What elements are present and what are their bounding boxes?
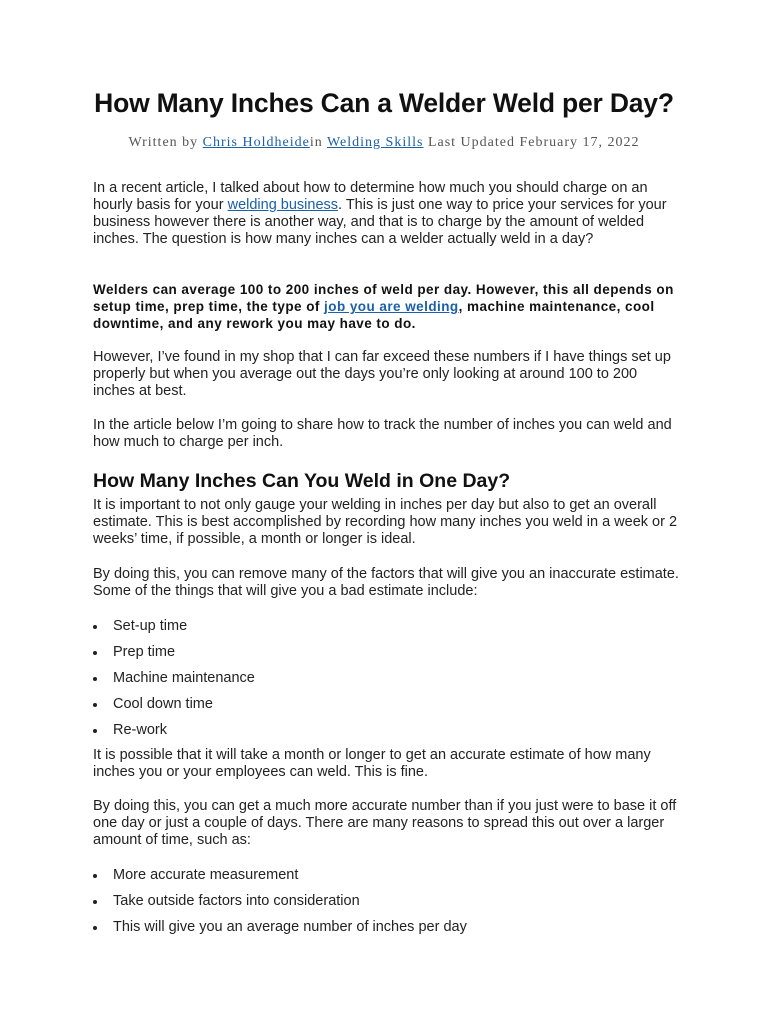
paragraph-month-longer: It is possible that it will take a month or longer to get an accurate estimate of how many inches you or your employees can weld. This is fine. [93,747,651,780]
byline-written-by: Written by [128,135,203,150]
paragraph-summary [93,281,683,332]
section-heading: How Many Inches Can You Weld in One Day? [93,470,511,492]
paragraph-summary-text-1: Welders can average 100 to 200 inches of weld per day. However, this all depends on setup time, prep time, the type of [93,282,674,314]
list-item: Take outside factors into consideration [93,893,467,919]
paragraph-article-below: In the article below I’m going to share how to track the number of inches you can weld and how much to charge per inch. [93,417,672,450]
list-item: More accurate measurement [93,867,467,893]
article-title: How Many Inches Can a Welder Weld per Day? [94,88,674,118]
list-item: Set-up time [93,618,255,644]
list-item: Prep time [93,644,255,670]
paragraph-intro-text-2: . This is just one way to price your services for your business however there is another way, and that is to charge by the amount of welded inches. The question is how many inches can a welder actually weld in a day? [93,197,667,247]
paragraph-remove-factors: By doing this, you can remove many of the factors that will give you an inaccurate estimate. Some of the things that will give you a bad estimate include: [93,566,679,599]
paragraph-accurate-number: By doing this, you can get a much more accurate number than if you just were to base it off one day or just a couple of days. There are many reasons to spread this out over a larger amount of time, such as: [93,798,677,848]
byline-updated: Last Updated February 17, 2022 [423,135,640,150]
byline [0,135,768,151]
paragraph-intro-text-1: In a recent article, I talked about how to determine how much you should charge on an hourly basis for your [93,180,648,213]
job-you-are-welding-link[interactable]: job you are welding [324,299,459,314]
reasons-list [93,867,467,945]
paragraph-gauge-welding: It is important to not only gauge your welding in inches per day but also to get an overall estimate. This is best accomplished by recording how many inches you weld in a week or 2 weeks’ time, if possible, a month or longer is ideal. [93,497,678,547]
paragraph-shop-experience: However, I’ve found in my shop that I can far exceed these numbers if I have things set up properly but when you average out the days you’re only looking at around 100 to 200 inches at best. [93,349,671,399]
list-item: Cool down time [93,696,255,722]
welding-business-link[interactable]: welding business [227,197,339,213]
category-link[interactable]: Welding Skills [326,135,424,150]
list-item: Machine maintenance [93,670,255,696]
bad-estimate-list [93,618,255,748]
byline-in: in [309,135,327,150]
paragraph-intro [93,180,683,248]
list-item: Re-work [93,722,255,748]
list-item: This will give you an average number of inches per day [93,919,467,945]
paragraph-summary-text-2: , machine maintenance, cool downtime, and any rework you may have to do. [93,299,655,331]
author-link[interactable]: Chris Holdheide [202,135,310,150]
